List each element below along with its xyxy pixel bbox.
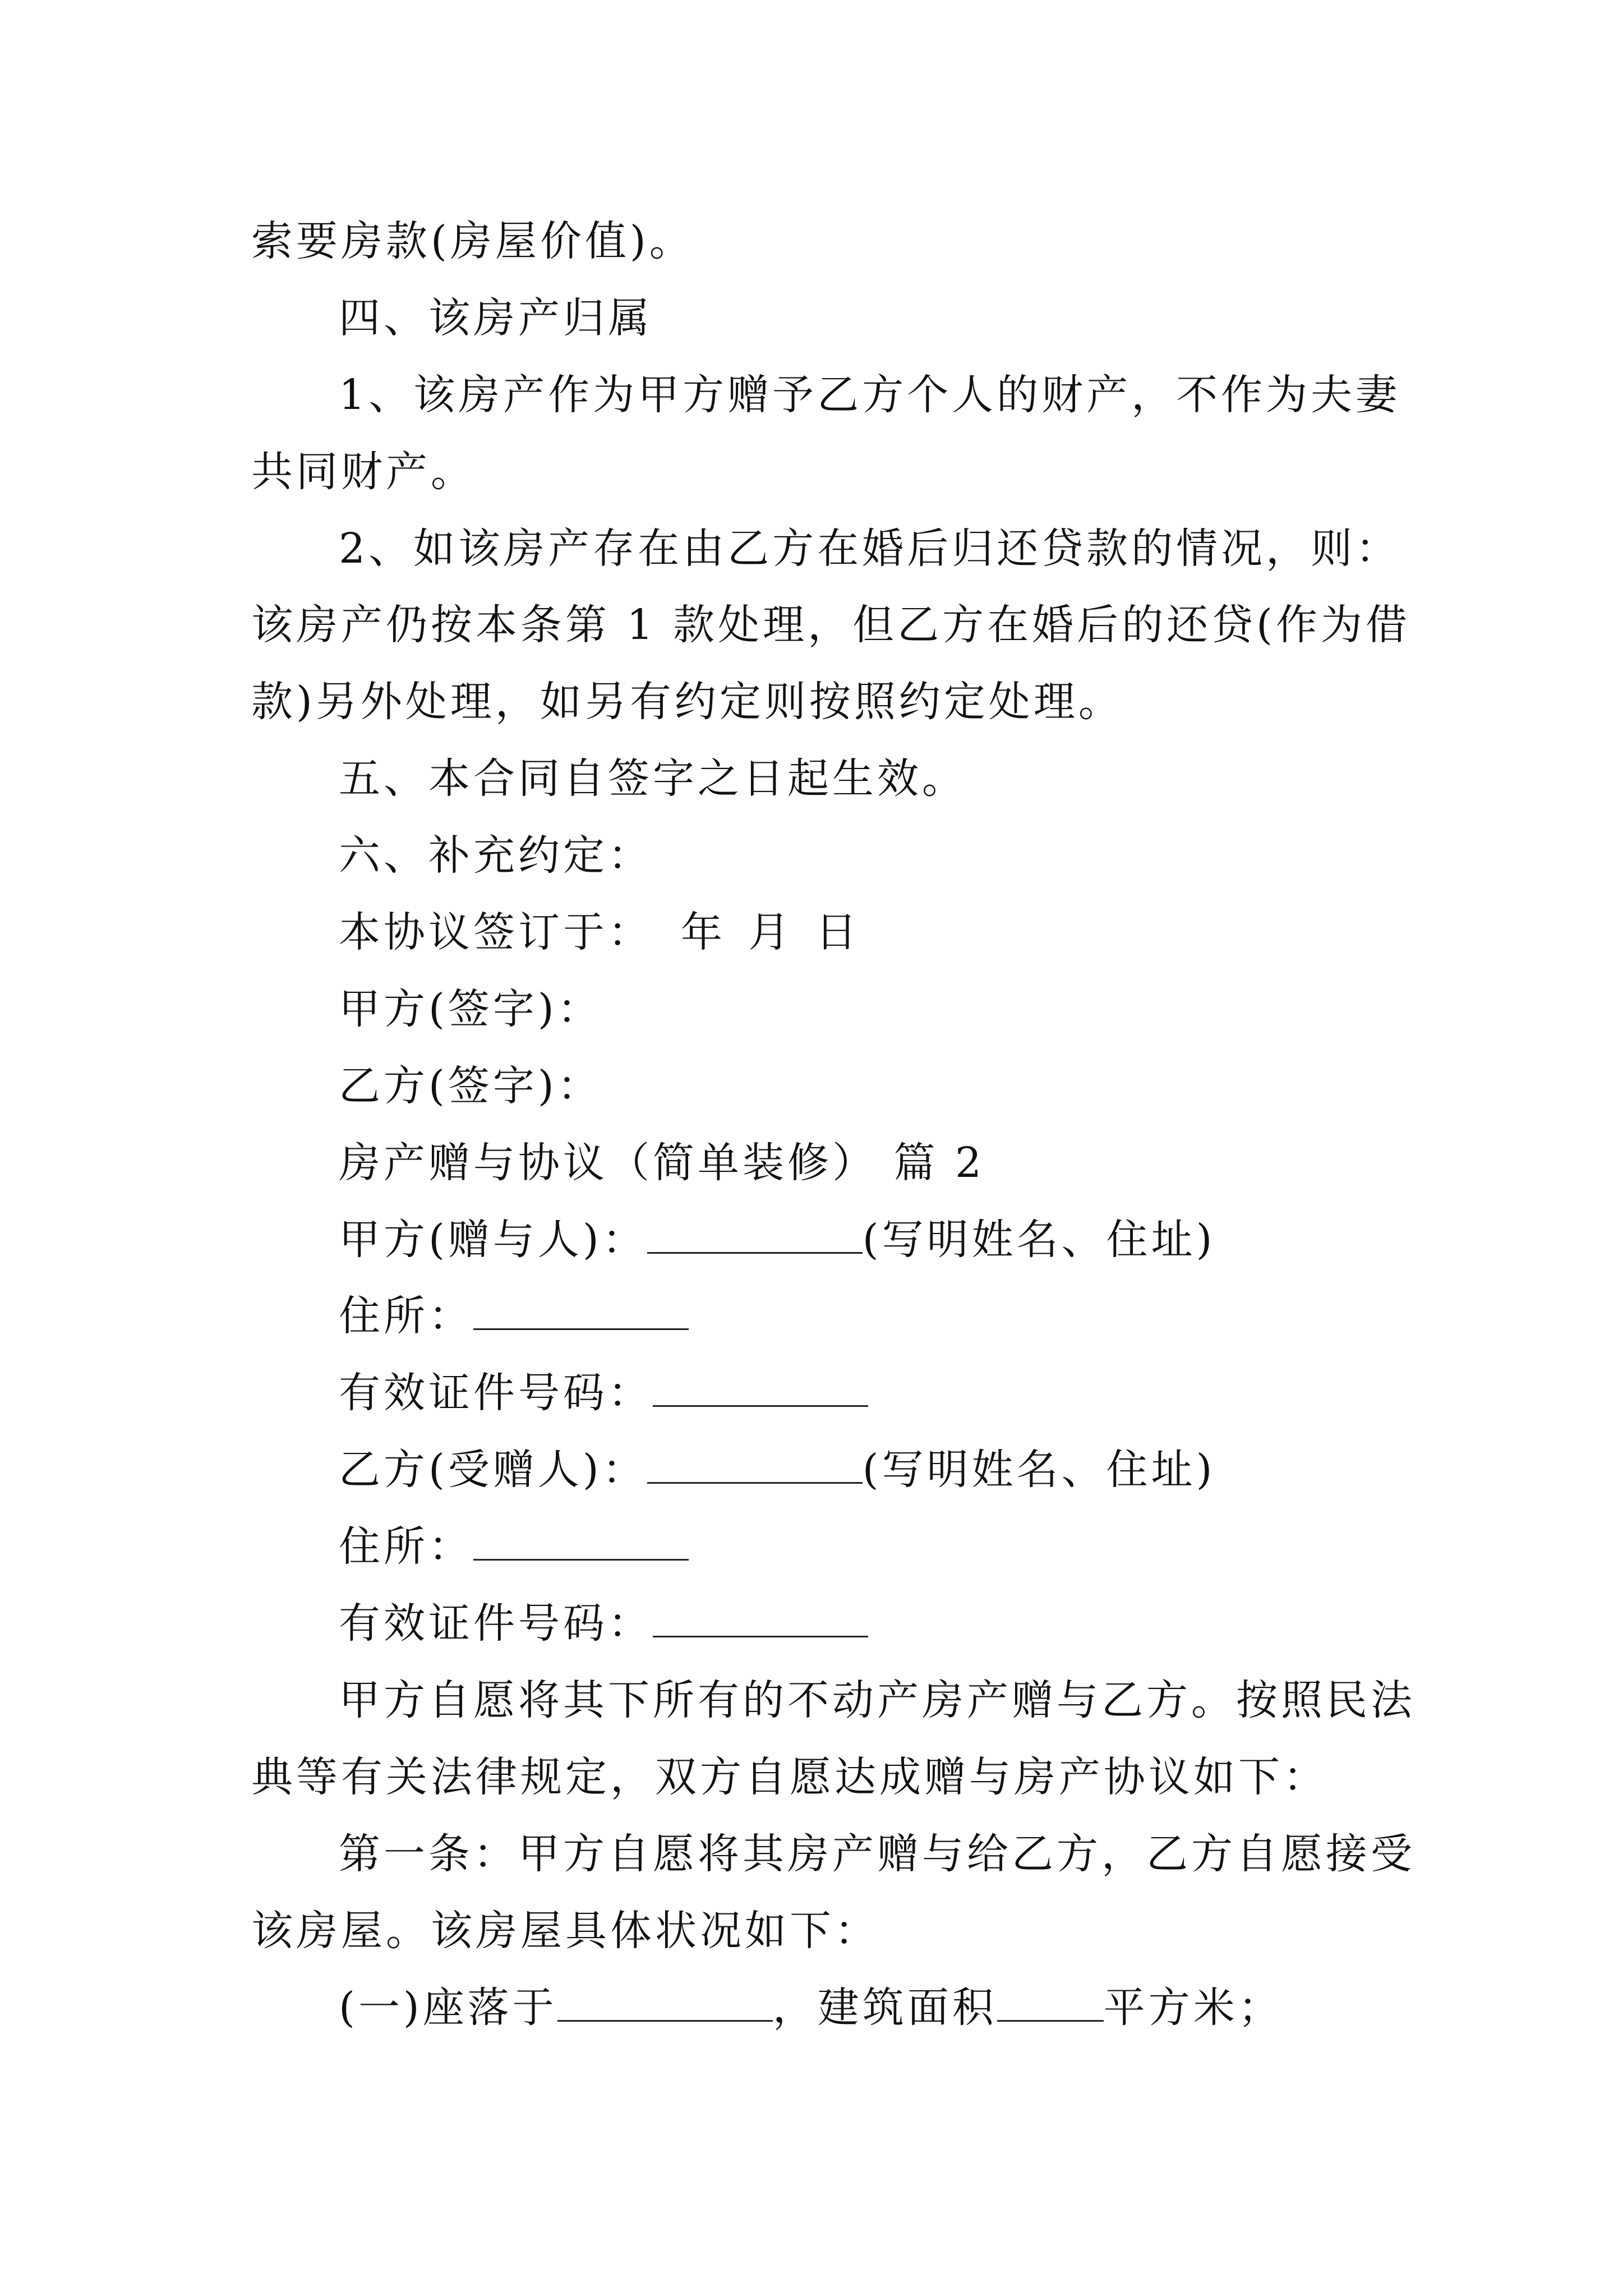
donee-label: 乙方(受赠人)：: [339, 1446, 647, 1494]
donor-id-line: [339, 1365, 1390, 1421]
donor-label: 甲方(赠与人)：: [339, 1216, 647, 1264]
donor-address-label: 住所：: [339, 1292, 473, 1340]
article-1-line: 第一条：甲方自愿将其房产赠与给乙方，乙方自愿接受: [339, 1830, 1415, 1878]
area-blank: [997, 1985, 1104, 2022]
signing-date-line: [339, 904, 1390, 960]
property-location-line: [339, 1980, 1390, 2036]
text-line-23: 该房屋。该房屋具体状况如下：: [251, 1907, 879, 1955]
donee-note: (写明姓名、住址): [862, 1446, 1216, 1494]
donor-name-blank: [647, 1217, 863, 1254]
donor-address-line: [339, 1288, 1390, 1344]
day-label: 日: [815, 908, 860, 956]
donee-line: [339, 1442, 1390, 1498]
donee-address-blank: [473, 1524, 689, 1561]
donor-address-blank: [473, 1294, 689, 1330]
document-title-2: 房产赠与协议（简单装修） 篇 2: [339, 1139, 985, 1187]
text-line-7: 款)另外处理，如另有约定则按照约定处理。: [251, 678, 1123, 726]
donee-id-blank: [653, 1601, 868, 1637]
text-line-3: 1、该房产作为甲方赠予乙方个人的财产，不作为夫妻: [339, 371, 1401, 419]
party-a-signature-line: 甲方(签字)：: [339, 985, 602, 1033]
donor-id-blank: [653, 1370, 868, 1407]
month-label: 月: [748, 908, 793, 956]
signing-date-label: 本协议签订于：: [339, 908, 653, 956]
party-b-signature-line: 乙方(签字)：: [339, 1062, 602, 1110]
year-label: 年: [681, 908, 726, 956]
text-line-6: 该房产仍按本条第 1 款处理，但乙方在婚后的还贷(作为借: [251, 601, 1410, 649]
text-line-4: 共同财产。: [251, 448, 476, 496]
donee-address-label: 住所：: [339, 1522, 473, 1571]
donee-name-blank: [647, 1447, 863, 1484]
location-blank: [557, 1985, 773, 2022]
donee-id-label: 有效证件号码：: [339, 1599, 653, 1648]
text-line-1: 索要房款(房屋价值)。: [251, 217, 694, 265]
text-line-5: 2、如该房产存在由乙方在婚后归还贷款的情况，则：: [339, 524, 1401, 573]
location-label: (一)座落于: [339, 1984, 557, 2032]
section-heading-5: 五、本合同自签字之日起生效。: [339, 754, 967, 803]
text-line-21: 典等有关法律规定，双方自愿达成赠与房产协议如下：: [251, 1753, 1328, 1801]
text-line-20: 甲方自愿将其下所有的不动产房产赠与乙方。按照民法: [339, 1676, 1415, 1724]
area-label: ，建筑面积: [772, 1984, 997, 2032]
donee-id-line: [339, 1595, 1390, 1651]
donor-id-label: 有效证件号码：: [339, 1369, 653, 1417]
donee-address-line: [339, 1519, 1390, 1575]
area-unit: 平方米；: [1103, 1984, 1283, 2032]
section-heading-4: 四、该房产归属: [339, 294, 653, 342]
donor-line: [339, 1212, 1390, 1268]
section-heading-6: 六、补充约定：: [339, 831, 653, 880]
donor-note: (写明姓名、住址): [862, 1216, 1216, 1264]
